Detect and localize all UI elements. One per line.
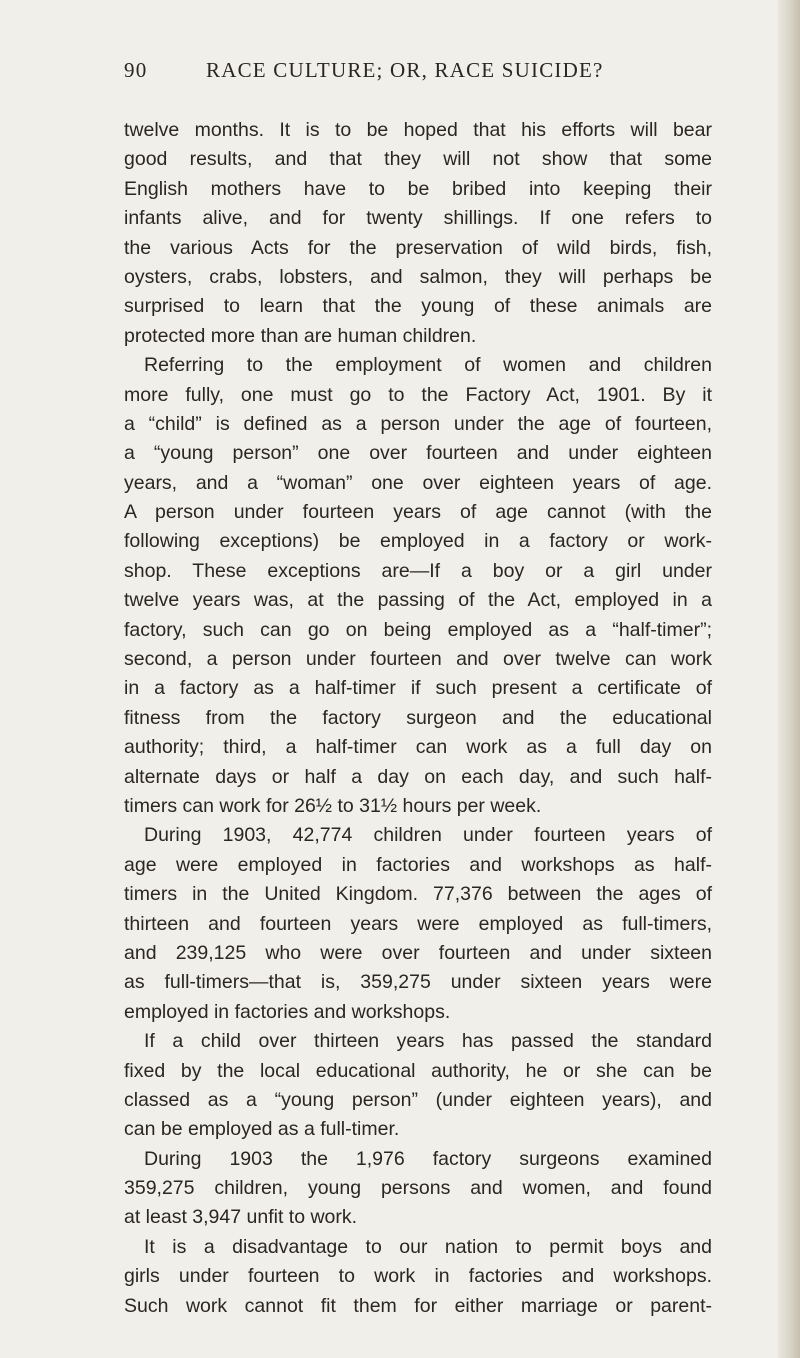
text-line: factory, such can go on being employed as a “half-timer”; xyxy=(124,618,712,641)
text-line: classed as a “young person” (under eighteen years), and xyxy=(124,1088,712,1111)
text-line: If a child over thirteen years has passed the standard xyxy=(144,1030,712,1053)
text-line: A person under fourteen years of age cannot (with the xyxy=(124,501,712,524)
text-line: can be employed as a full-timer. xyxy=(124,1118,400,1141)
text-line: shop. These exceptions are—If a boy or a girl under xyxy=(124,559,712,582)
text-line: a “child” is defined as a person under the age of fourteen, xyxy=(124,412,712,435)
text-line: years, and a “woman” one over eighteen years of age. xyxy=(124,471,712,494)
text-line: During 1903, 42,774 children under fourteen years of xyxy=(144,824,712,847)
page-edge-shadow xyxy=(778,0,800,1358)
text-line: age were employed in factories and workshops as half- xyxy=(124,853,712,876)
text-line: twelve months. It is to be hoped that his efforts will bear xyxy=(124,119,712,141)
text-line: a “young person” one over fourteen and under eighteen xyxy=(124,442,712,465)
text-line: It is a disadvantage to our nation to permit boys and xyxy=(144,1235,712,1258)
text-line: Referring to the employment of women and children xyxy=(144,354,712,377)
text-line: following exceptions) be employed in a factory or work- xyxy=(124,530,712,553)
text-line: in a factory as a half-timer if such present a certificate of xyxy=(124,677,712,700)
text-line: timers in the United Kingdom. 77,376 between the ages of xyxy=(124,883,712,906)
text-line: girls under fourteen to work in factories and workshops. xyxy=(124,1265,712,1288)
text-line: fitness from the factory surgeon and the educational xyxy=(124,706,712,729)
text-line: twelve years was, at the passing of the Act, employed in a xyxy=(124,589,712,612)
text-line: alternate days or half a day on each day, and such half- xyxy=(124,765,712,788)
text-line: 359,275 children, young persons and women, and found xyxy=(124,1177,712,1200)
text-line: more fully, one must go to the Factory Act, 1901. By it xyxy=(124,383,712,406)
text-line: timers can work for 26½ to 31½ hours per week. xyxy=(124,794,542,817)
text-line: infants alive, and for twenty shillings. If one refers to xyxy=(124,207,712,230)
text-line: the various Acts for the preservation of wild birds, fish, xyxy=(124,236,712,259)
text-line: good results, and that they will not show that some xyxy=(124,148,712,171)
text-line: English mothers have to be bribed into keeping their xyxy=(124,177,712,200)
page-header xyxy=(124,58,690,84)
text-line: as full-timers—that is, 359,275 under sixteen years were xyxy=(124,971,712,994)
text-line: fixed by the local educational authority, he or she can be xyxy=(124,1059,712,1082)
text-line: authority; third, a half-timer can work as a full day on xyxy=(124,736,712,759)
text-line: Such work cannot fit them for either marriage or parent- xyxy=(124,1294,712,1317)
body-text xyxy=(124,116,712,1321)
text-line: protected more than are human children. xyxy=(124,324,477,347)
text-line: second, a person under fourteen and over twelve can work xyxy=(124,648,712,671)
page-number: 90 xyxy=(124,58,148,82)
running-head: RACE CULTURE; OR, RACE SUICIDE? xyxy=(206,58,604,82)
text-line: and 239,125 who were over fourteen and under sixteen xyxy=(124,941,712,964)
text-line: During 1903 the 1,976 factory surgeons examined xyxy=(144,1147,712,1170)
text-line: thirteen and fourteen years were employed as full-timers, xyxy=(124,912,712,935)
text-line: at least 3,947 unfit to work. xyxy=(124,1206,358,1229)
text-line: oysters, crabs, lobsters, and salmon, they will perhaps be xyxy=(124,265,712,288)
text-line: surprised to learn that the young of these animals are xyxy=(124,295,712,318)
text-line: employed in factories and workshops. xyxy=(124,1000,451,1023)
